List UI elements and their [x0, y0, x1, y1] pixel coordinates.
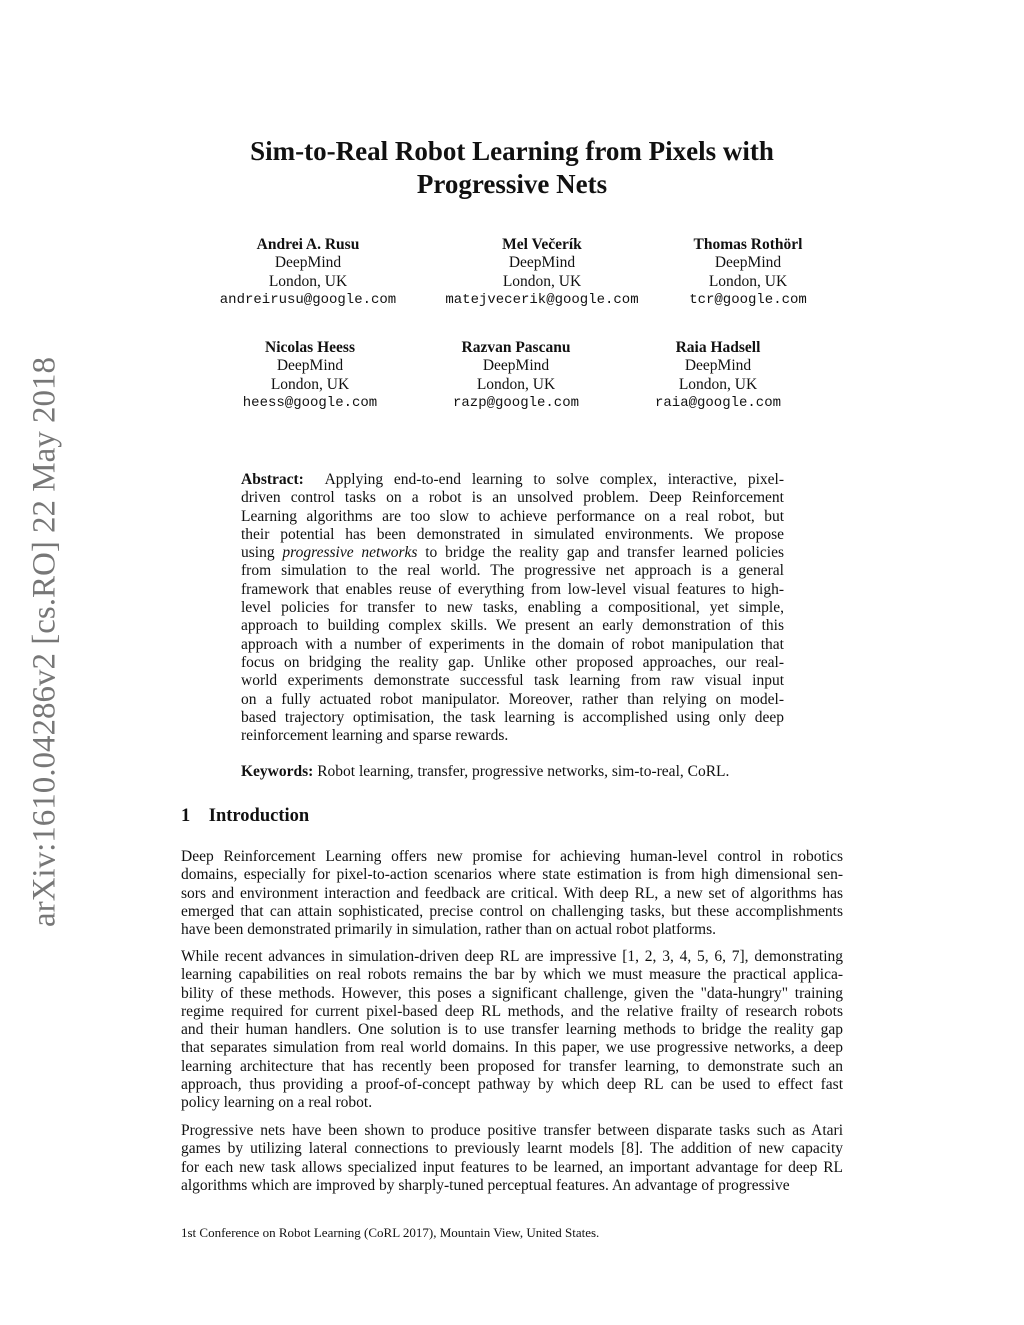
line-text: world experiments demonstrate successful task learning from raw visual input	[241, 672, 784, 690]
line-text: approach to building complex skills. We present an early demonstration of this	[241, 617, 784, 635]
line-text: framework that enables reuse of everything from low-level visual features to high-	[241, 580, 784, 598]
line-text: regime required for current pixel-based deep RL methods, and the relative frailty of research robots	[181, 1002, 843, 1020]
text-line	[241, 581, 784, 599]
line-text: based trajectory optimisation, the task learning is accomplished using only deep	[241, 708, 784, 726]
intro-paragraph-2	[181, 948, 843, 1113]
line-text: policy learning on a real robot.	[181, 1094, 373, 1112]
line-text: Applying end-to-end learning to solve complex, interactive, pixel-	[324, 471, 784, 488]
text-line	[181, 1159, 843, 1177]
paper-title-line-1: Sim-to-Real Robot Learning from Pixels with	[250, 136, 774, 166]
author-affiliation: DeepMind	[482, 357, 550, 375]
author-location: London, UK	[268, 272, 348, 290]
text-line	[181, 966, 843, 984]
text-line	[181, 985, 843, 1003]
text-line	[181, 1003, 843, 1021]
text-line	[181, 1122, 843, 1140]
paper-title-line-2: Progressive Nets	[416, 169, 608, 199]
author-affiliation: DeepMind	[274, 254, 342, 272]
author-affiliation: DeepMind	[508, 254, 576, 272]
text-line	[241, 544, 784, 562]
text-line	[181, 1140, 843, 1158]
author-affiliation: DeepMind	[276, 357, 344, 375]
line-text: Deep Reinforcement Learning offers new promise for achieving human-level control in robotics	[181, 848, 843, 865]
line-text: While recent advances in simulation-driven deep RL are impressive [1, 2, 3, 4, 5, 6, 7], demonstrating	[181, 948, 843, 965]
text-line	[181, 866, 843, 884]
author-name: Raia Hadsell	[675, 339, 761, 356]
line-text: their potential has been demonstrated in simulated environments. We propose	[241, 525, 784, 543]
text-line	[241, 562, 784, 580]
text-line	[181, 948, 843, 966]
line-text: that separates simulation from real world domains. In this paper, we use progressive networks, a deep	[181, 1039, 843, 1057]
author-location: London, UK	[678, 375, 758, 393]
arxiv-stamp: arXiv:1610.04286v2 [cs.RO] 22 May 2018	[26, 356, 63, 928]
author-email: razp@google.com	[452, 394, 580, 411]
author-email: raia@google.com	[654, 394, 782, 411]
author-name: Razvan Pascanu	[461, 339, 571, 356]
line-text: emerged that can attain sophisticated, precise control on challenging tasks, but these accomplishments	[181, 902, 843, 920]
section-heading-introduction: 1 Introduction	[181, 806, 310, 826]
author-block	[588, 339, 848, 412]
text-line	[181, 1039, 843, 1057]
abstract-label: Abstract:	[241, 471, 304, 488]
text-line	[181, 1177, 843, 1195]
text-line	[241, 508, 784, 526]
line-text: games by utilizing lateral connections to previously learnt models [8]. The addition of new capacity	[181, 1140, 843, 1158]
author-block	[618, 236, 878, 309]
author-location: London, UK	[708, 272, 788, 290]
author-block	[178, 236, 438, 309]
line-text: level policies for transfer to new tasks, enabling a compositional, yet simple,	[241, 599, 784, 617]
keywords-text: Robot learning, transfer, progressive networks, sim-to-real, CoRL.	[317, 763, 730, 780]
text-line	[241, 617, 784, 635]
keywords	[241, 763, 784, 781]
text-line	[241, 709, 784, 727]
line-text: using progressive networks to bridge the reality gap and transfer learned policies	[241, 544, 784, 562]
line-text: approach, thus providing a proof-of-concept pathway by which deep RL can be used to effect fast	[181, 1076, 843, 1094]
text-line	[181, 848, 843, 866]
text-line	[241, 727, 784, 745]
text-line	[181, 1094, 843, 1112]
line-text: reinforcement learning and sparse rewards.	[241, 727, 509, 745]
author-email: andreirusu@google.com	[219, 291, 397, 308]
line-text: driven control tasks on a robot is an unsolved problem. Deep Reinforcement	[241, 489, 784, 507]
text-line	[181, 903, 843, 921]
author-affiliation: DeepMind	[714, 254, 782, 272]
text-line	[241, 636, 784, 654]
author-affiliation: DeepMind	[684, 357, 752, 375]
author-name: Nicolas Heess	[265, 339, 355, 356]
line-text: for each new task allows specialized input features to be learned, an important advantage for deep RL	[181, 1158, 843, 1176]
line-text: learning capabilities on real robots remains the bar by which we must measure the practical applica-	[181, 966, 843, 984]
intro-paragraph-1	[181, 848, 843, 939]
text-line	[241, 654, 784, 672]
text-line	[241, 471, 784, 489]
line-text: and their human handlers. One solution is to use transfer learning methods to bridge the reality gap	[181, 1021, 843, 1039]
text-line	[241, 672, 784, 690]
text-line	[241, 691, 784, 709]
text-line	[181, 1058, 843, 1076]
line-text: algorithms which are improved by sharply-tuned perceptual features. An advantage of progressive	[181, 1176, 790, 1194]
line-text: Progressive nets have been shown to produce positive transfer between disparate tasks such as Atari	[181, 1122, 843, 1139]
line-text: approach with a number of experiments in the domain of robot manipulation that	[241, 635, 784, 653]
text-line	[241, 599, 784, 617]
author-name: Thomas Rothörl	[693, 236, 803, 253]
abstract	[241, 471, 784, 745]
author-location: London, UK	[270, 375, 350, 393]
text-line	[181, 1021, 843, 1039]
line-text: have been demonstrated primarily in simulation, rather than on actual robot platforms.	[181, 921, 717, 939]
author-name: Mel Večerík	[502, 236, 582, 253]
author-email: heess@google.com	[242, 394, 378, 411]
keywords-label: Keywords:	[241, 763, 314, 780]
text-line	[181, 885, 843, 903]
text-line	[241, 489, 784, 507]
author-location: London, UK	[502, 272, 582, 290]
author-email: matejvecerik@google.com	[445, 291, 639, 308]
line-text: learning architecture that has recently been proposed for transfer learning, to demonstrate such an	[181, 1057, 843, 1075]
author-name: Andrei A. Rusu	[256, 236, 360, 253]
line-text: on a fully actuated robot manipulator. Moreover, rather than relying on model-	[241, 690, 784, 708]
line-text: from simulation to the real world. The progressive net approach is a general	[241, 562, 784, 580]
line-text: Learning algorithms are too slow to achieve performance on a real robot, but	[241, 507, 784, 525]
footnote: 1st Conference on Robot Learning (CoRL 2017), Mountain View, United States.	[181, 1225, 600, 1240]
text-line	[181, 921, 843, 939]
author-email: tcr@google.com	[689, 291, 807, 308]
text-line	[181, 1076, 843, 1094]
author-location: London, UK	[476, 375, 556, 393]
intro-paragraph-3	[181, 1122, 843, 1195]
text-line	[241, 526, 784, 544]
line-text: focus on bridging the reality gap. Unlike other proposed approaches, our real-	[241, 653, 784, 671]
line-text: domains, especially for pixel-to-action scenarios where state estimation is from high dimensional sen-	[181, 866, 843, 884]
line-text: bility of these methods. However, this poses a significant challenge, given the "data-hungry" training	[181, 984, 843, 1002]
line-text: sors and environment interaction and feedback are critical. With deep RL, a new set of algorithms has	[181, 884, 843, 902]
